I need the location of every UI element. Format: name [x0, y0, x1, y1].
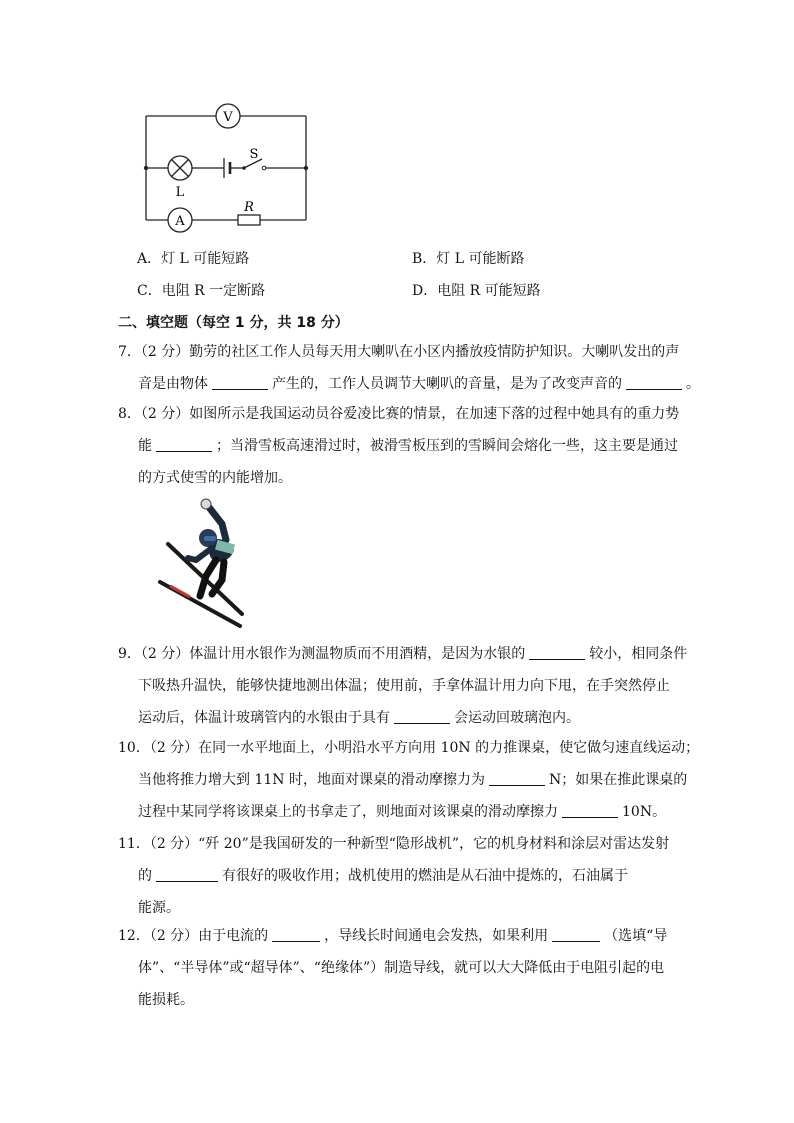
q12-line-2: 体”、“半导体”或“超导体”、“绝缘体”）制造导线，就可以大大降低由于电阻引起的电 [138, 960, 665, 976]
q9-text: 会运动回玻璃泡内。 [454, 710, 580, 726]
q12-line-3: 能损耗。 [138, 992, 194, 1008]
option-b[interactable]: B．灯 L 可能断路 [412, 251, 525, 267]
answer-blank[interactable] [562, 803, 618, 818]
q10-line-1: 10．（2 分）在同一水平地面上，小明沿水平方向用 10N 的力推课桌，使它做匀速直线运动； [118, 740, 700, 756]
q12-text: （选填“导 [604, 928, 668, 944]
ammeter-symbol [168, 208, 192, 232]
answer-blank[interactable] [489, 771, 545, 786]
resistor-symbol [238, 200, 260, 225]
q8-line-3: 的方式使雪的内能增加。 [138, 470, 292, 486]
q11-line-2 [118, 860, 678, 892]
q10-line-2 [118, 764, 688, 796]
switch-label: S [249, 147, 259, 162]
answer-blank[interactable] [212, 375, 268, 390]
q12-text: ，导线长时间通电会发热，如果利用 [324, 928, 549, 944]
voltmeter-label: V [223, 110, 233, 125]
answer-blank[interactable] [552, 927, 600, 942]
question-9 [118, 638, 688, 734]
q8-line-1: 8．（2 分）如图所示是我国运动员谷爱凌比赛的情景，在加速下落的过程中她具有的重力势 [118, 406, 680, 422]
voltmeter-symbol [216, 104, 240, 128]
q7-text: 音是由物体 [138, 376, 208, 392]
question-8 [118, 398, 678, 494]
battery-symbol [224, 158, 230, 178]
lamp-symbol [168, 156, 192, 200]
option-a[interactable]: A．灯 L 可能短路 [137, 251, 250, 267]
q12-text: 12．（2 分）由于电流的 [118, 928, 269, 944]
q7-text: 产生的，工作人员调节大喇叭的音量，是为了改变声音的 [272, 376, 622, 392]
q11-text: 有很好的吸收作用；战机使用的燃油是从石油中提炼的，石油属于 [222, 868, 628, 884]
answer-blank[interactable] [272, 927, 320, 942]
q8-line-2 [118, 430, 678, 462]
skier-image [150, 496, 250, 636]
q10-text: N；如果在推此课桌的 [548, 772, 688, 788]
question-12 [118, 920, 678, 1016]
q10-text: 当他将推力增大到 11N 时，地面对课桌的滑动摩擦力为 [138, 772, 485, 788]
ammeter-label: A [175, 214, 185, 229]
q9-text: 9．（2 分）体温计用水银作为测温物质而不用酒精，是因为水银的 [118, 646, 526, 662]
q9-text: 运动后，体温计玻璃管内的水银由于具有 [138, 710, 390, 726]
resistor-label: R [244, 200, 254, 215]
lamp-label: L [175, 185, 185, 200]
switch-symbol [242, 147, 266, 170]
circuit-diagram [134, 100, 324, 240]
q8-text: ；当滑雪板高速滑过时，被滑雪板压到的雪瞬间会熔化一些，这主要是通过 [216, 438, 678, 454]
q9-line-3 [118, 702, 678, 734]
q9-line-1 [118, 638, 688, 670]
junction-dot [144, 166, 148, 170]
q7-text: 。 [686, 376, 700, 392]
q11-line-1: 11．（2 分）“歼 20”是我国研发的一种新型“隐形战机”，它的机身材料和涂层对雷达发射 [118, 836, 670, 852]
q11-text: 的 [138, 868, 152, 884]
q7-line-2 [118, 368, 700, 400]
answer-blank[interactable] [394, 709, 450, 724]
answer-blank[interactable] [156, 437, 212, 452]
answer-blank[interactable] [156, 867, 218, 882]
q10-text: 10N。 [622, 804, 667, 820]
section-heading: 二、填空题（每空 1 分，共 18 分） [118, 315, 349, 331]
question-10 [118, 732, 700, 828]
question-7 [118, 336, 700, 400]
q7-line-1: 7．（2 分）勤劳的社区工作人员每天用大喇叭在小区内播放疫情防护知识。大喇叭发出的声 [118, 344, 680, 360]
q12-line-1 [118, 920, 678, 952]
answer-blank[interactable] [529, 645, 585, 660]
option-c[interactable]: C．电阻 R 一定断路 [137, 283, 266, 299]
q10-line-3 [118, 796, 678, 828]
option-d[interactable]: D．电阻 R 可能短路 [412, 283, 541, 299]
q8-text: 能 [138, 438, 152, 454]
junction-dot [304, 166, 308, 170]
q9-line-2: 下吸热升温快，能够快捷地测出体温；使用前，手拿体温计用力向下甩，在手突然停止 [138, 678, 670, 694]
answer-blank[interactable] [626, 375, 682, 390]
question-11 [118, 828, 678, 924]
q11-line-3: 能源。 [138, 900, 180, 916]
q9-text: 较小，相同条件 [589, 646, 688, 662]
q10-text: 过程中某同学将该课桌上的书拿走了，则地面对该课桌的滑动摩擦力 [138, 804, 558, 820]
